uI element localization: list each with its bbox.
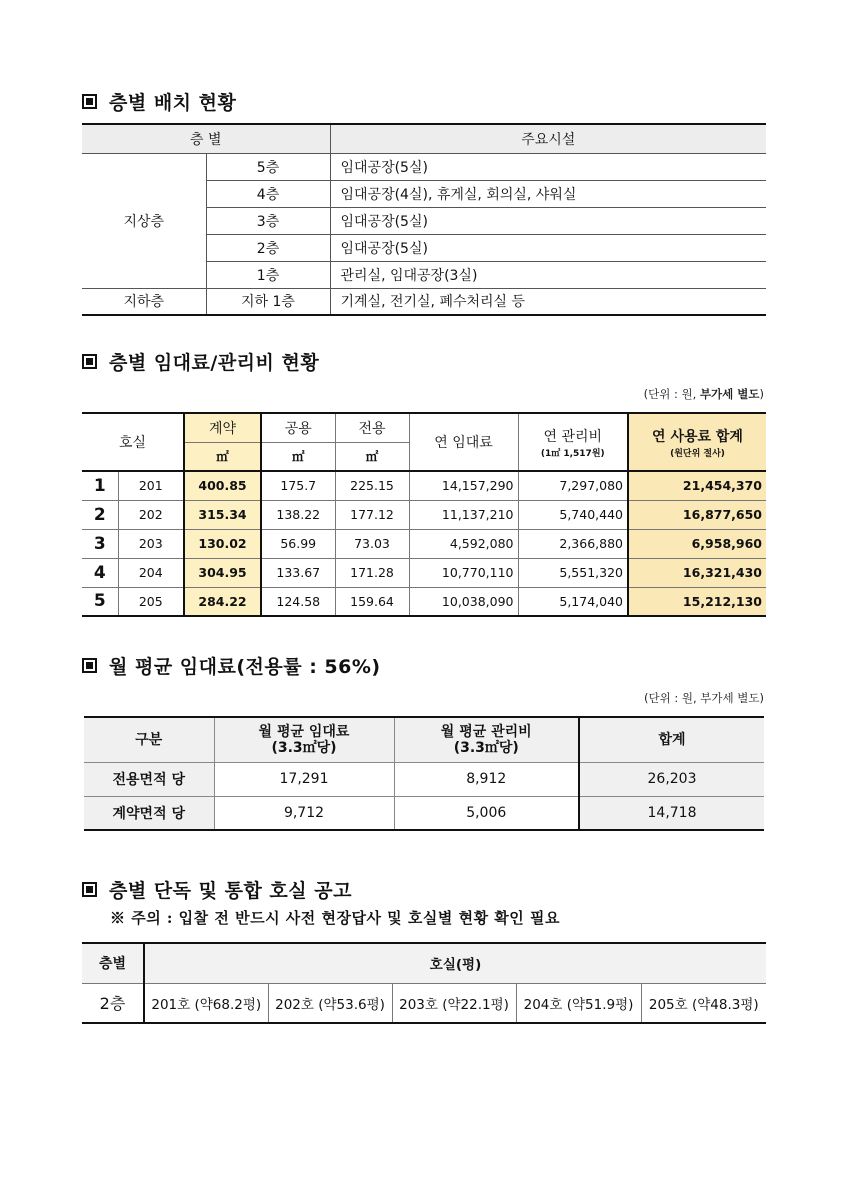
common-cell: 138.22: [261, 500, 335, 529]
room-cell: 204호 (약51.9평): [516, 983, 641, 1023]
filled-square-icon: [82, 354, 97, 369]
floor-cell: 4층: [206, 180, 330, 207]
rent-cell: 17,291: [214, 762, 394, 796]
category-header: 구분: [84, 717, 214, 762]
exclusive-unit: ㎡: [335, 442, 409, 471]
unit-prefix: (단위 : 원,: [643, 387, 700, 401]
facilities-cell: 기계실, 전기실, 폐수처리실 등: [330, 288, 766, 315]
room-cell: 202호 (약53.6평): [268, 983, 392, 1023]
contract-cell: 304.95: [184, 558, 261, 587]
contract-cell: 315.34: [184, 500, 261, 529]
above-ground-label: 지상층: [82, 153, 206, 288]
rent-table: [82, 412, 766, 617]
room-cell: 201호 (약68.2평): [144, 983, 268, 1023]
total-cell: 16,321,430: [628, 558, 766, 587]
notice-text: ※ 주의 : 입찰 전 반드시 사전 현장답사 및 호실별 현황 확인 필요: [110, 909, 560, 927]
annual-total-title: 연 사용료 합계: [652, 428, 743, 445]
table-row: [82, 500, 766, 529]
table-row: [82, 558, 766, 587]
total-cell: 14,718: [579, 796, 764, 830]
rent-cell: 10,770,110: [409, 558, 518, 587]
annual-mgmt-title: 연 관리비: [543, 428, 603, 445]
section3-heading: [82, 652, 381, 679]
contract-cell: 400.85: [184, 471, 261, 500]
table-row: [82, 983, 766, 1023]
floor-cell: 2층: [206, 234, 330, 261]
table-row: [82, 471, 766, 500]
total-cell: 16,877,650: [628, 500, 766, 529]
facilities-cell: 관리실, 임대공장(3실): [330, 261, 766, 288]
room-cell: 205: [118, 587, 184, 616]
exclusive-cell: 73.03: [335, 529, 409, 558]
floor-cell: 1층: [206, 261, 330, 288]
facilities-cell: 임대공장(4실), 휴게실, 회의실, 샤워실: [330, 180, 766, 207]
rooms-header: 호실(평): [144, 943, 766, 983]
section4-heading: [82, 876, 352, 903]
rent-cell: 10,038,090: [409, 587, 518, 616]
total-cell: 6,958,960: [628, 529, 766, 558]
room-cell: 203호 (약22.1평): [392, 983, 516, 1023]
facilities-cell: 임대공장(5실): [330, 234, 766, 261]
annual-total-note: (원단위 절사): [670, 448, 725, 459]
facilities-cell: 임대공장(5실): [330, 207, 766, 234]
row-number: 3: [82, 529, 118, 558]
contract-unit: ㎡: [184, 442, 261, 471]
section3-title: 월 평균 임대료(전용률 : 56%): [109, 656, 381, 678]
facilities-header: 주요시설: [330, 124, 766, 153]
annual-rent-header: 연 임대료: [409, 413, 518, 471]
facilities-cell: 임대공장(5실): [330, 153, 766, 180]
table-row: [82, 529, 766, 558]
row-label: 계약면적 당: [84, 796, 214, 830]
table-row: [82, 153, 766, 180]
annual-total-header: [628, 413, 766, 471]
section2-heading: [82, 348, 319, 375]
monthly-rent-header-line1: 월 평균 임대료: [258, 723, 350, 740]
monthly-rent-table: [84, 716, 764, 831]
room-cell: 205호 (약48.3평): [641, 983, 766, 1023]
exclusive-cell: 225.15: [335, 471, 409, 500]
section4-title: 층별 단독 및 통합 호실 공고: [109, 880, 352, 902]
row-number: 4: [82, 558, 118, 587]
mgmt-cell: 2,366,880: [518, 529, 628, 558]
total-header: 합계: [579, 717, 764, 762]
common-header: 공용: [261, 413, 335, 442]
room-cell: 204: [118, 558, 184, 587]
mgmt-cell: 5,174,040: [518, 587, 628, 616]
row-label: 전용면적 당: [84, 762, 214, 796]
monthly-mgmt-header-line1: 월 평균 관리비: [440, 723, 532, 740]
mgmt-cell: 5,551,320: [518, 558, 628, 587]
annual-mgmt-header: [518, 413, 628, 471]
contract-header: 계약: [184, 413, 261, 442]
mgmt-cell: 7,297,080: [518, 471, 628, 500]
room-announcement-table: [82, 942, 766, 1024]
section1-title: 층별 배치 현황: [109, 92, 237, 114]
unit-bold: 부가세 별도: [699, 387, 760, 401]
section3-unit: (단위 : 원, 부가세 별도): [644, 691, 764, 705]
room-cell: 203: [118, 529, 184, 558]
rent-cell: 14,157,290: [409, 471, 518, 500]
exclusive-cell: 171.28: [335, 558, 409, 587]
contract-cell: 130.02: [184, 529, 261, 558]
floor-layout-table: [82, 123, 766, 316]
floor-header: 층별: [82, 943, 144, 983]
common-unit: ㎡: [261, 442, 335, 471]
total-cell: 15,212,130: [628, 587, 766, 616]
common-cell: 175.7: [261, 471, 335, 500]
row-number: 2: [82, 500, 118, 529]
monthly-mgmt-header: [394, 717, 579, 762]
table-row: [84, 796, 764, 830]
table-row: [84, 762, 764, 796]
total-cell: 21,454,370: [628, 471, 766, 500]
annual-mgmt-note: (1㎡ 1,517원): [540, 448, 605, 459]
floor-header: 층 별: [82, 124, 330, 153]
common-cell: 133.67: [261, 558, 335, 587]
row-number: 5: [82, 587, 118, 616]
table-row: [82, 288, 766, 315]
exclusive-cell: 177.12: [335, 500, 409, 529]
mgmt-cell: 5,006: [394, 796, 579, 830]
section2-unit: [644, 386, 764, 402]
section2-title: 층별 임대료/관리비 현황: [109, 352, 320, 374]
common-cell: 56.99: [261, 529, 335, 558]
room-header: 호실: [82, 413, 184, 471]
rent-cell: 4,592,080: [409, 529, 518, 558]
basement-label: 지하층: [82, 288, 206, 315]
total-cell: 26,203: [579, 762, 764, 796]
monthly-mgmt-header-line2: (3.3㎡당): [453, 739, 519, 756]
section1-heading: [82, 88, 236, 115]
floor-cell: 지하 1층: [206, 288, 330, 315]
floor-cell: 2층: [82, 983, 144, 1023]
common-cell: 124.58: [261, 587, 335, 616]
exclusive-header: 전용: [335, 413, 409, 442]
rent-cell: 9,712: [214, 796, 394, 830]
row-number: 1: [82, 471, 118, 500]
monthly-rent-header-line2: (3.3㎡당): [271, 739, 337, 756]
mgmt-cell: 8,912: [394, 762, 579, 796]
table-row: [82, 587, 766, 616]
filled-square-icon: [82, 882, 97, 897]
floor-cell: 5층: [206, 153, 330, 180]
filled-square-icon: [82, 94, 97, 109]
exclusive-cell: 159.64: [335, 587, 409, 616]
monthly-rent-header: [214, 717, 394, 762]
mgmt-cell: 5,740,440: [518, 500, 628, 529]
unit-suffix: ): [759, 387, 764, 401]
rent-cell: 11,137,210: [409, 500, 518, 529]
contract-cell: 284.22: [184, 587, 261, 616]
filled-square-icon: [82, 658, 97, 673]
room-cell: 202: [118, 500, 184, 529]
room-cell: 201: [118, 471, 184, 500]
floor-cell: 3층: [206, 207, 330, 234]
